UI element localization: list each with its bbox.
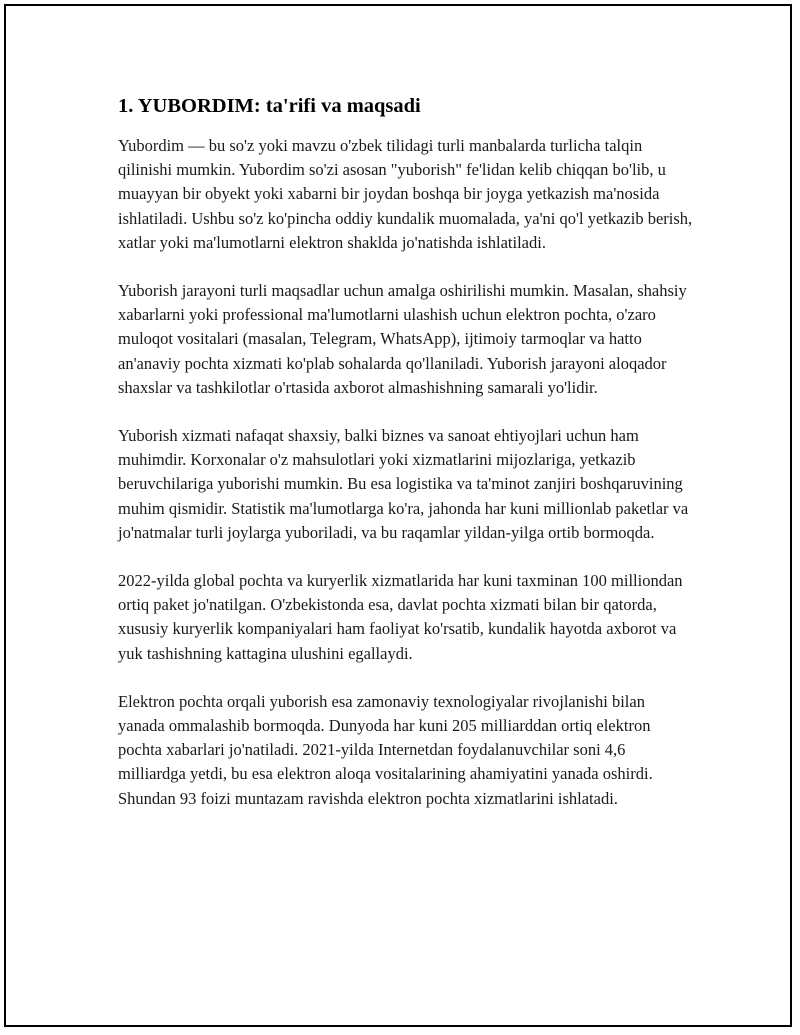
- paragraph-4: 2022-yilda global pochta va kuryerlik xizmatlarida har kuni taxminan 100 milliondan ortiq paket jo'natilgan. O'zbekistonda esa, davlat pochta xizmati bilan bir qatorda, xususiy kuryerlik kompaniyalari ham faoliyat ko'rsatib, kundalik hayotda axborot va yuk tashishning kattagina ulushini egallaydi.: [118, 571, 683, 663]
- paragraph-5: Elektron pochta orqali yuborish esa zamonaviy texnologiyalar rivojlanishi bilan yanada ommalashib bormoqda. Dunyoda har kuni 205 milliarddan ortiq elektron pochta xabarlari jo'natiladi. 2021-yilda Internetdan foydalanuvchilar soni 4,6 milliardga yetdi, bu esa elektron aloqa vositalarining ahamiyatini yanada oshirdi. Shundan 93 foizi muntazam ravishda elektron pochta xizmatlarini ishlatadi.: [118, 691, 653, 808]
- paragraph-3: Yuborish xizmati nafaqat shaxsiy, balki biznes va sanoat ehtiyojlari uchun ham muhimdir. Korxonalar o'z mahsulotlari yoki xizmatlarini mijozlariga, yetkazib beruvchilariga yuborishi mumkin. Bu esa logistika va ta'minot zanjiri boshqaruvining muhim qismidir. Statistik ma'lumotlarga ko'ra, jahonda har kuni millionlab paketlar va jo'natmalar turli joylarga yuboriladi, va bu raqamlar yildan-yilga ortib bormoqda.: [118, 426, 689, 542]
- paragraph-2: Yuborish jarayoni turli maqsadlar uchun amalga oshirilishi mumkin. Masalan, shahsiy xabarlarni yoki professional ma'lumotlarni ulashish uchun elektron pochta, o'zaro muloqot vositalari (masalan, Telegram, WhatsApp), ijtimoiy tarmoqlar va hatto an'anaviy pochta xizmati ko'plab sohalarda qo'llaniladi. Yuborish jarayoni aloqador shaxslar va tashkilotlar o'rtasida axborot almashishning samarali yo'lidir.: [118, 281, 687, 397]
- document-body: [118, 92, 693, 835]
- section-heading: 1. YUBORDIM: ta'rifi va maqsadi: [118, 95, 421, 117]
- paragraph-1: Yubordim — bu so'z yoki mavzu o'zbek tilidagi turli manbalarda turlicha talqin qilinishi mumkin. Yubordim so'zi asosan "yuborish" fe'lidan kelib chiqqan bo'lib, u muayyan bir obyekt yoki xabarni bir joydan boshqa bir joyga yetkazish ma'nosida ishlatiladi. Ushbu so'z ko'pincha oddiy kundalik muomalada, ya'ni qo'l yetkazib berish, xatlar yoki ma'lumotlarni elektron shaklda jo'natishda ishlatiladi.: [118, 136, 693, 252]
